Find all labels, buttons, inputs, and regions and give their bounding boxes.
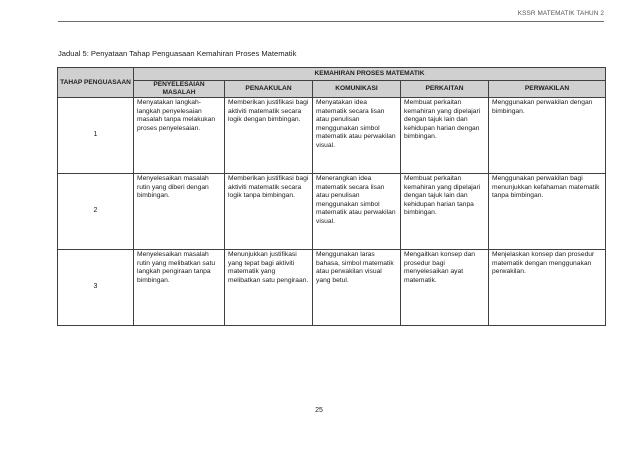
- perwakilan-cell: Menggunakan perwakilan dengan bimbingan.: [489, 98, 606, 174]
- header-perwakilan: PERWAKILAN: [489, 81, 606, 98]
- table-row: [58, 98, 606, 174]
- header-tahap-penguasaan: TAHAP PENGUASAAN: [58, 68, 134, 98]
- komunikasi-cell: Menyatakan idea matematik secara lisan atau penulisan menggunakan simbol matematik atau perwakilan visual.: [313, 98, 401, 174]
- perkaitan-cell: Mengaitkan konsep dan prosedur bagi menyelesaikan ayat matematik.: [401, 250, 489, 326]
- table-caption: Jadual 5: Penyataan Tahap Penguasaan Kemahiran Proses Matematik: [58, 49, 297, 58]
- level-cell: 2: [58, 174, 134, 250]
- header-kemahiran-proses-matematik: KEMAHIRAN PROSES MATEMATIK: [134, 68, 606, 81]
- perkaitan-cell: Membuat perkaitan kemahiran yang dipelajari dengan tajuk lain dan kehidupan harian tanpa bimbingan.: [401, 174, 489, 250]
- penaakulan-cell: Memberikan justifikasi bagi aktiviti matematik secara logik dengan bimbingan.: [225, 98, 313, 174]
- table-row: [58, 174, 606, 250]
- penyelesaian-masalah-cell: Menyatakan langkah-langkah penyelesaian masalah tanpa melakukan proses penyelesaian.: [134, 98, 225, 174]
- header-komunikasi: KOMUNIKASI: [313, 81, 401, 98]
- penyelesaian-masalah-cell: Menyelesaikan masalah rutin yang melibatkan satu langkah pengiraan tanpa bimbingan.: [134, 250, 225, 326]
- penaakulan-cell: Menunjukkan justifikasi yang tepat bagi aktiviti matematik yang melibatkan satu pengiraan.: [225, 250, 313, 326]
- running-header: KSSR MATEMATIK TAHUN 2: [517, 10, 604, 17]
- level-cell: 1: [58, 98, 134, 174]
- level-cell: 3: [58, 250, 134, 326]
- perwakilan-cell: Menjelaskan konsep dan prosedur matematik dengan menggunakan perwakilan.: [489, 250, 606, 326]
- page-number: 25: [315, 407, 323, 414]
- header-penyelesaian-masalah: PENYELESAIAN MASALAH: [134, 81, 225, 98]
- penyelesaian-masalah-cell: Menyelesaikan masalah rutin yang diberi dengan bimbingan.: [134, 174, 225, 250]
- komunikasi-cell: Menggunakan laras bahasa, simbol matematik atau perwakilan visual yang betul.: [313, 250, 401, 326]
- mastery-level-table: [57, 67, 606, 326]
- penaakulan-cell: Memberikan justifikasi bagi aktiviti matematik secara logik tanpa bimbingan.: [225, 174, 313, 250]
- header-perkaitan: PERKAITAN: [401, 81, 489, 98]
- perwakilan-cell: Menggunakan perwakilan bagi menunjukkan kefahaman matematik tanpa bimbingan.: [489, 174, 606, 250]
- header-penaakulan: PENAAKULAN: [225, 81, 313, 98]
- table-row: [58, 250, 606, 326]
- perkaitan-cell: Membuat perkaitan kemahiran yang dipelajari dengan tajuk lain dan kehidupan harian dengan bimbingan.: [401, 98, 489, 174]
- komunikasi-cell: Menerangkan idea matematik secara lisan atau penulisan menggunakan simbol matematik atau perwakilan visual.: [313, 174, 401, 250]
- header-rule: [58, 21, 604, 22]
